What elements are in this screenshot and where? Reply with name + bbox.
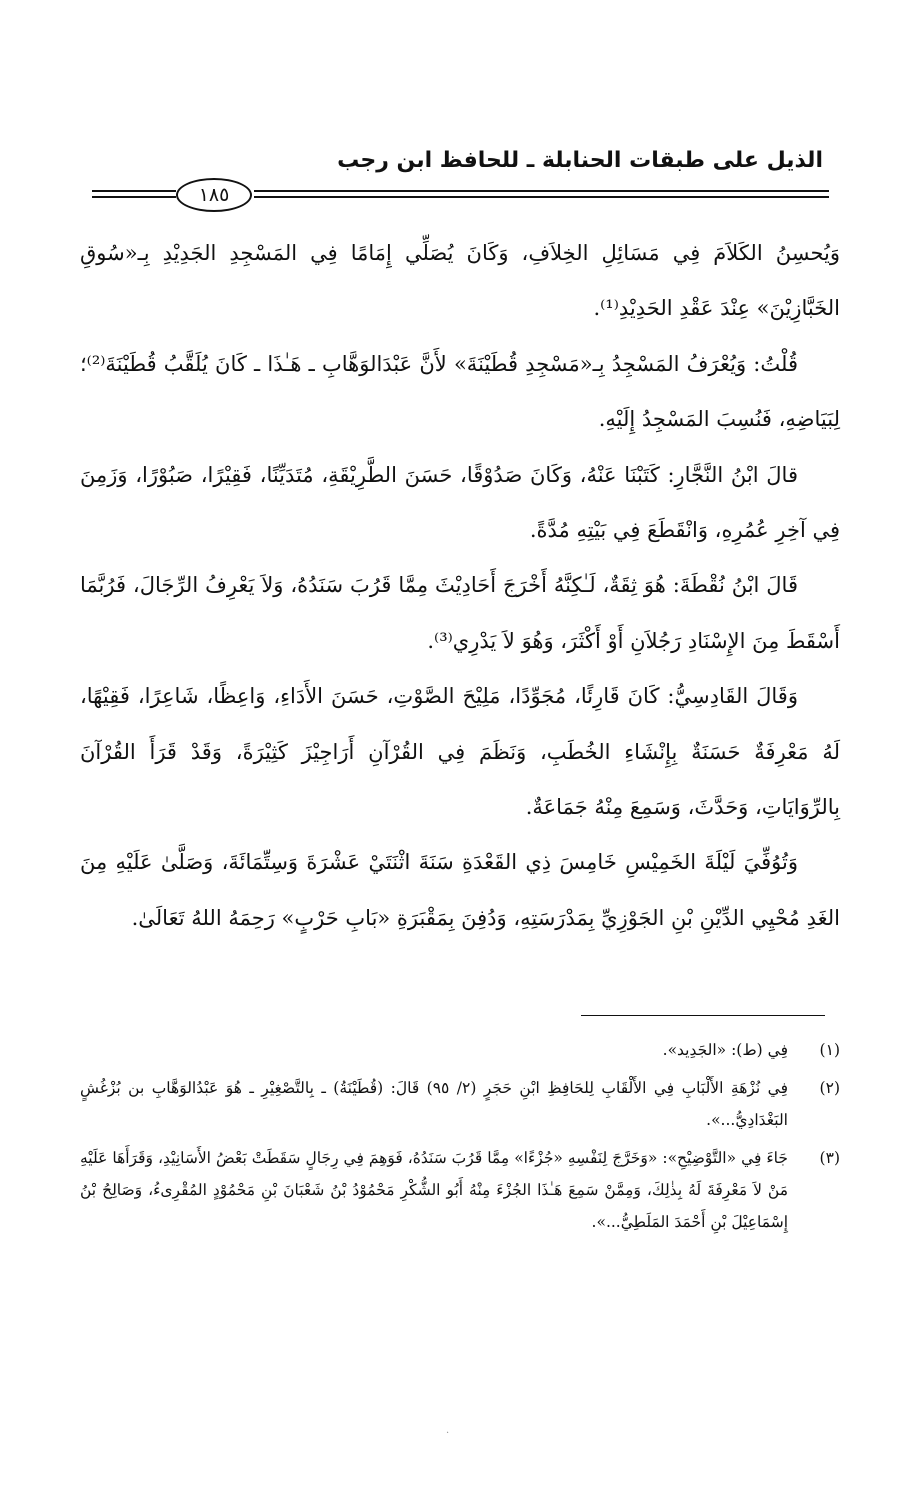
footnote-text: جَاءَ فِي «التَّوْضِيْحِ»: «وَخَرَّجَ لِنَفْسِهِ «جُزْءًا» مِمَّا قَرُبَ سَنَدُهُ، فَوَهِمَ فِي رِجَالٍ سَقَطَتْ بَعْضُ الأَسَانِيْدِ، وَقَرَأَهَا عَلَيْهِ مَنْ لاَ مَعْرِفَةَ لَهُ بِذٰلِكَ، وَمِمَّنْ سَمِعَ هَـٰذَا الجُزْءَ مِنْهُ أَبُو الشُّكْرِ مَحْمُوْدُ بْنُ شَعْبَانَ بْنِ مَحْمُوْدٍ المُقْرِىءُ، وَصَالِحُ بْنُ إِسْمَاعِيْلَ بْنِ أَحْمَدَ المَلَطِيُّ...». bbox=[80, 1149, 788, 1231]
footnote-text: فِي نُزْهَةِ الأَلْبَابِ فِي الأَلْقَابِ لِلحَافِظِ ابْنِ حَجَرٍ (٢/ ٩٥) قَالَ: (قُطَيْنَةُ) ـ بِالتَّصْغِيْرِ ـ هُوَ عَبْدُالوَهَّابِ بن بُزْغُشٍ البَغْدَادِيُّ...». bbox=[80, 1079, 788, 1129]
paragraph: وَتُوُفِّيَ لَيْلَةَ الخَمِيْسِ خَامِسَ ذِي القَعْدَةِ سَنَةَ اثْنَتَيْ عَشْرَةَ وَسِتِّمَائَةَ، وَصَلَّىٰ عَلَيْهِ مِنَ الغَدِ مُحْيِي الدِّيْنِ بْنِ الجَوْزِيِّ بِمَدْرَسَتِهِ، وَدُفِنَ بِمَقْبَرَةِ «بَابِ حَرْبٍ» رَحِمَهُ اللهُ تَعَالَىٰ. bbox=[80, 850, 840, 930]
main-text bbox=[80, 226, 840, 946]
paragraph: قُلْتُ: وَيُعْرَفُ المَسْجِدُ بِـ«مَسْجِدِ قُطَيْنَةَ» لأَنَّ عَبْدَالوَهَّابِ ـ هَـٰذَا ـ كَانَ يُلَقَّبُ قُطَيْنَةَ⁽²⁾؛ لِبَيَاضِهِ، فَنُسِبَ المَسْجِدُ إِلَيْهِ. bbox=[80, 351, 840, 432]
paragraph: قالَ ابْنُ النَّجَّارِ: كَتَبْنَا عَنْهُ، وَكَانَ صَدُوْقًا، حَسَنَ الطَّرِيْقَةِ، مُتَدَيِّنًا، فَقِيْرًا، صَبُوْرًا، وَزَمِنَ فِي آخِرِ عُمُرِهِ، وَانْقَطَعَ فِي بَيْتِهِ مُدَّةً. bbox=[80, 462, 840, 543]
rule-line bbox=[254, 190, 829, 192]
footnote-number: (٣) bbox=[819, 1149, 840, 1167]
running-title: الذيل على طبقات الحنابلة ـ للحافظ ابن رجب bbox=[337, 148, 823, 173]
rule-line bbox=[92, 196, 176, 198]
rule-line bbox=[254, 196, 829, 198]
rule-line bbox=[92, 190, 176, 192]
header-rule bbox=[92, 184, 829, 206]
paragraph: وَيُحسِنُ الكَلاَمَ فِي مَسَائِلِ الخِلاَفِ، وَكَانَ يُصَلِّي إِمَامًا فِي المَسْجِدِ الجَدِيْدِ بِـ«سُوقِ الخَبَّازِيْنَ» عِنْدَ عَقْدِ الحَدِيْدِ⁽¹⁾. bbox=[80, 241, 840, 321]
print-mark: · bbox=[446, 1428, 450, 1439]
footnote-number: (٢) bbox=[819, 1079, 840, 1097]
footnote bbox=[80, 1034, 840, 1066]
footnote-separator bbox=[581, 1015, 825, 1016]
footnote bbox=[80, 1142, 840, 1238]
page-number: ١٨٥ bbox=[176, 178, 252, 212]
footnotes bbox=[80, 1034, 840, 1244]
footnote-text: فِي (ط): «الجَدِيد». bbox=[662, 1041, 788, 1059]
paragraph: قَالَ ابْنُ نُقْطَةَ: هُوَ ثِقَةٌ، لَـٰكِنَّهُ أَخْرَجَ أَحَادِيْثَ مِمَّا قَرُبَ سَنَدُهُ، وَلاَ يَعْرِفُ الرِّجَالَ، فَرُبَّمَا أَسْقَطَ مِنَ الإِسْنَادِ رَجُلاَنِ أَوْ أَكْثَرَ، وَهُوَ لاَ يَدْرِي⁽³⁾. bbox=[80, 573, 840, 653]
paragraph: وَقَالَ القَادِسِيُّ: كَانَ قَارِئًا، مُجَوِّدًا، مَلِيْحَ الصَّوْتِ، حَسَنَ الأَدَاءِ، وَاعِظًا، شَاعِرًا، فَقِيْهًا، لَهُ مَعْرِفَةٌ حَسَنَةٌ بِإِنْشَاءِ الخُطَبِ، وَنَظَمَ فِي القُرْآنِ أَرَاجِيْزَ كَثِيْرَةً، وَقَدْ قَرَأَ القُرْآنَ بِالرِّوَايَاتِ، وَحَدَّثَ، وَسَمِعَ مِنْهُ جَمَاعَةٌ. bbox=[80, 684, 840, 820]
footnote bbox=[80, 1072, 840, 1136]
footnote-number: (١) bbox=[819, 1041, 840, 1059]
